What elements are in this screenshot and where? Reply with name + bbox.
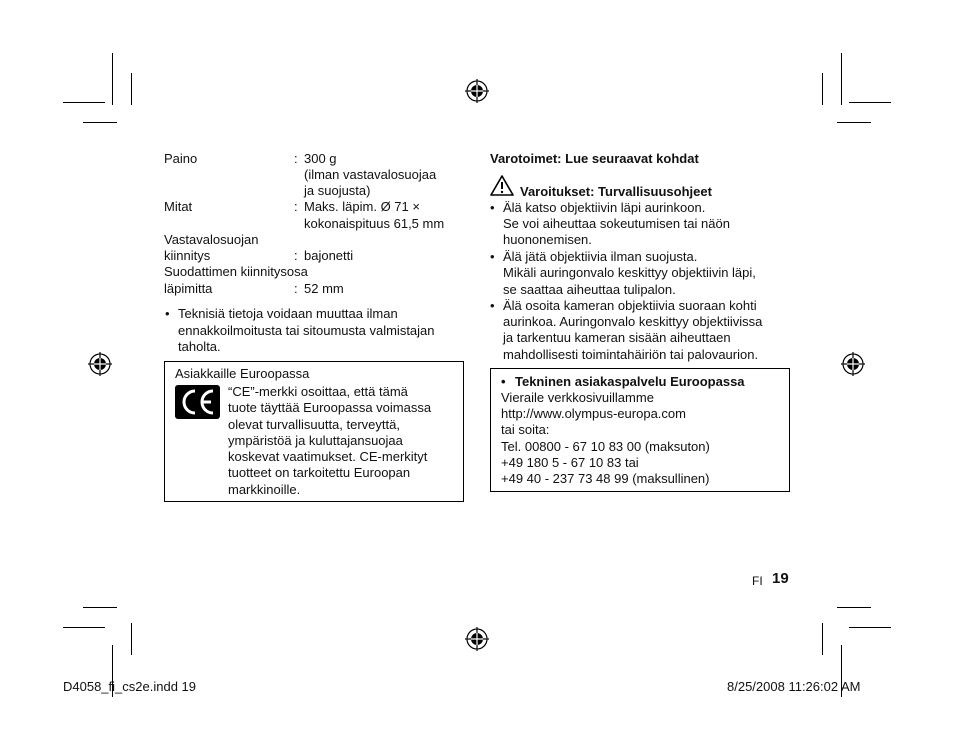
warning-line: Mikäli auringonvalo keskittyy objektiivin läpi, bbox=[503, 265, 756, 280]
spec-value-filter: 52 mm bbox=[304, 281, 344, 296]
warning-line: mahdollisesti toimintahäiriön tai palovaurion. bbox=[503, 347, 759, 362]
footer-file-info: D4058_fi_cs2e.indd 19 bbox=[63, 679, 196, 694]
spec-label-hood: Vastavalosuojan bbox=[164, 232, 259, 247]
registration-mark-bottom-icon bbox=[465, 627, 489, 651]
spec-colon: : bbox=[294, 151, 298, 166]
service-line: tai soita: bbox=[501, 422, 550, 438]
service-phone: +49 180 5 - 67 10 83 tai bbox=[501, 454, 639, 470]
warning-line: ja tarkentuu kameran sisään aiheuttaen bbox=[503, 330, 731, 345]
registration-mark-top-icon bbox=[465, 79, 489, 103]
ce-line: markkinoille. bbox=[228, 481, 301, 497]
bullet: • bbox=[490, 200, 495, 215]
spec-value-dimensions: Maks. läpim. Ø 71 × bbox=[304, 199, 420, 214]
warnings-heading: Varotoimet: Lue seuraavat kohdat bbox=[490, 151, 699, 166]
spec-colon: : bbox=[294, 281, 298, 296]
footer-date-time: 8/25/2008 11:26:02 AM bbox=[727, 679, 861, 694]
warning-line: Älä katso objektiivin läpi aurinkoon. bbox=[503, 200, 706, 215]
ce-line: tuote täyttää Euroopassa voimassa bbox=[228, 400, 432, 416]
spec-colon: : bbox=[294, 248, 298, 263]
spec-label-hood: kiinnitys bbox=[164, 248, 211, 263]
ce-line: “CE”-merkki osoittaa, että tämä bbox=[228, 384, 408, 399]
page-language: FI bbox=[752, 574, 763, 588]
bullet: • bbox=[490, 298, 495, 313]
spec-label-weight: Paino bbox=[164, 151, 198, 166]
registration-mark-left-icon bbox=[88, 352, 112, 376]
service-phone: Tel. 00800 - 67 10 83 00 (maksuton) bbox=[501, 438, 710, 454]
service-url: http://www.olympus-europa.com bbox=[501, 406, 686, 422]
service-box-title: Tekninen asiakaspalvelu Euroopassa bbox=[515, 374, 745, 389]
spec-value-weight-note: ja suojusta) bbox=[304, 183, 371, 198]
warning-line: Älä osoita kameran objektiivia suoraan kohti bbox=[503, 298, 757, 313]
warning-line: se saattaa aiheuttaa tulipalon. bbox=[503, 282, 676, 297]
page-number: 19 bbox=[772, 570, 789, 587]
ce-line: ympäristöä ja kuluttajansuojaa bbox=[228, 432, 403, 448]
ce-line: olevat turvallisuutta, terveyttä, bbox=[228, 416, 400, 432]
bullet: • bbox=[165, 306, 170, 321]
spec-value-weight: 300 g bbox=[304, 151, 337, 166]
spec-label-dimensions: Mitat bbox=[164, 199, 193, 214]
ce-box-title: Asiakkaille Euroopassa bbox=[175, 366, 310, 381]
ce-box-text bbox=[228, 384, 431, 498]
spec-label-filter: Suodattimen kiinnitysosa bbox=[164, 264, 308, 279]
spec-value-weight-note: (ilman vastavalosuojaa bbox=[304, 167, 437, 182]
service-phone: +49 40 - 237 73 48 99 (maksullinen) bbox=[501, 471, 710, 487]
service-line: Vieraile verkkosivuillamme bbox=[501, 390, 654, 405]
notice-line: ennakkoilmoitusta tai sitoumusta valmistajan bbox=[178, 323, 435, 338]
bullet: • bbox=[501, 374, 506, 389]
bullet: • bbox=[490, 249, 495, 264]
warnings-subheading: Varoitukset: Turvallisuusohjeet bbox=[520, 184, 712, 199]
ce-info-box bbox=[164, 361, 464, 502]
warning-line: Se voi aiheuttaa sokeutumisen tai näön bbox=[503, 216, 730, 231]
notice-line: Teknisiä tietoja voidaan muuttaa ilman bbox=[178, 306, 398, 321]
service-box-text bbox=[501, 390, 710, 487]
warning-line: huononemisen. bbox=[503, 232, 592, 247]
warning-line: aurinkoa. Auringonvalo keskittyy objektiivissa bbox=[503, 314, 763, 329]
spec-value-hood: bajonetti bbox=[304, 248, 354, 263]
warning-line: Älä jätä objektiivia ilman suojusta. bbox=[503, 249, 698, 264]
spec-label-filter: läpimitta bbox=[164, 281, 213, 296]
service-info-box bbox=[490, 368, 790, 492]
notice-line: taholta. bbox=[178, 339, 221, 354]
registration-mark-right-icon bbox=[841, 352, 865, 376]
ce-line: koskevat vaatimukset. CE-merkityt bbox=[228, 449, 428, 465]
ce-mark-icon bbox=[175, 385, 220, 419]
ce-line: tuotteet on tarkoitettu Euroopan bbox=[228, 465, 411, 481]
spec-value-dimensions: kokonaispituus 61,5 mm bbox=[304, 216, 445, 231]
ce-logo bbox=[175, 385, 220, 419]
warning-triangle-icon bbox=[490, 175, 514, 196]
spec-colon: : bbox=[294, 199, 298, 214]
